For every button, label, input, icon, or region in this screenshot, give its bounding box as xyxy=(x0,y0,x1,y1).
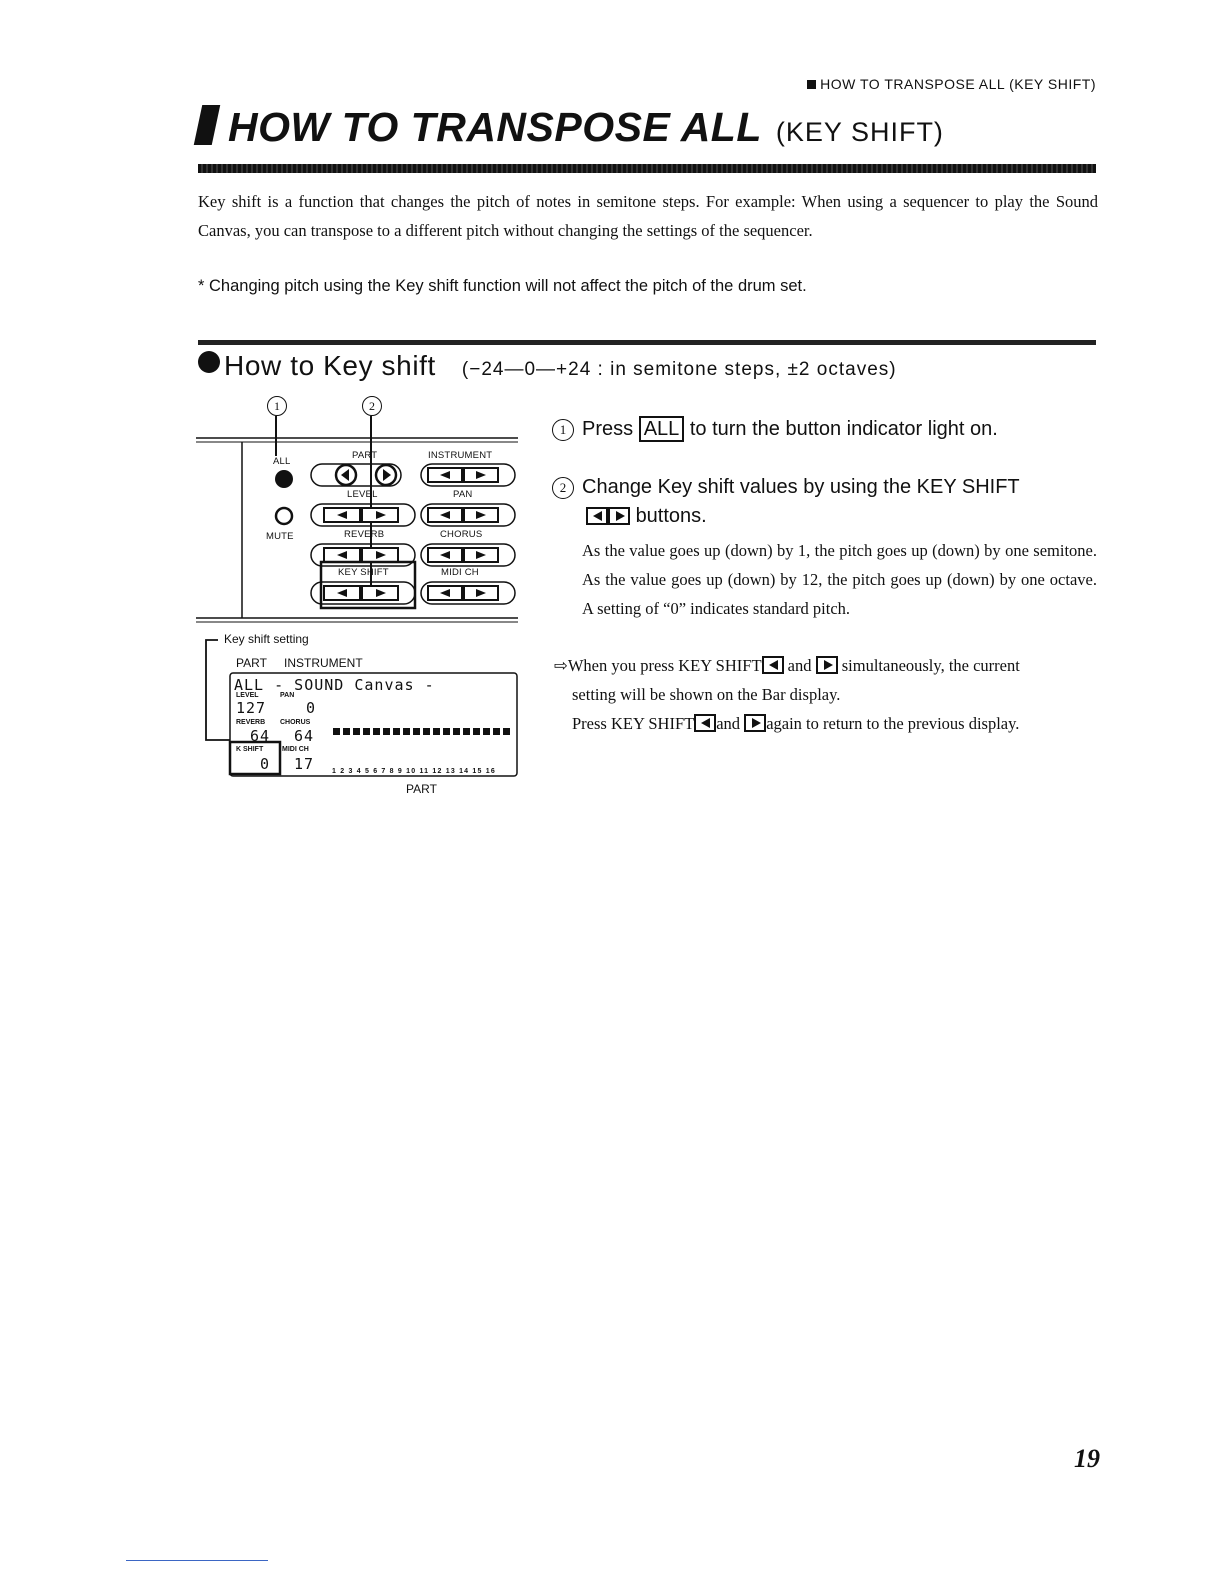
part-button-row xyxy=(311,464,515,486)
display-part-label: PART xyxy=(236,656,267,670)
panel-label-midi-ch: MIDI CH xyxy=(441,567,479,578)
tip-line-3: Press KEY SHIFT and again to return to the previous display. xyxy=(572,714,1020,733)
lcd-label-pan: PAN xyxy=(280,692,295,699)
title-main: HOW TO TRANSPOSE ALL xyxy=(228,104,762,150)
right-arrow-button-icon xyxy=(744,714,766,732)
right-arrow-button-icon xyxy=(816,656,838,674)
lcd-label-reverb: REVERB xyxy=(236,719,266,726)
running-head: HOW TO TRANSPOSE ALL (KEY SHIFT) xyxy=(790,76,1096,92)
intro-paragraph: Key shift is a function that changes the pitch of notes in semitone steps. For example: When using a sequencer to play the Sound Canvas, you can transpose to a different pitch without changing the settings of the sequencer. xyxy=(198,192,1098,240)
step-2-buttons-line: buttons. xyxy=(586,505,707,528)
step-1: 1 Press ALL to turn the button indicator light on. xyxy=(552,418,998,441)
level-pan-button-row xyxy=(311,504,515,526)
mute-indicator-icon xyxy=(276,508,292,524)
section-heading xyxy=(198,350,897,382)
title-rule xyxy=(198,164,1096,173)
all-indicator-icon xyxy=(275,470,293,488)
tip-line-2: setting will be shown on the Bar display. xyxy=(572,685,841,704)
panel-label-level: LEVEL xyxy=(347,489,378,500)
left-arrow-button-icon xyxy=(762,656,784,674)
footer-line xyxy=(126,1560,268,1561)
panel-label-chorus: CHORUS xyxy=(440,529,483,540)
panel-label-pan: PAN xyxy=(453,489,473,500)
lcd-line1: ALL - SOUND Canvas - xyxy=(234,676,435,694)
lcd-reverb-value: 64 xyxy=(250,727,271,745)
lcd-kshift-value: 0 xyxy=(260,755,271,773)
section-rule xyxy=(198,340,1096,345)
lcd-label-midich: MIDI CH xyxy=(282,746,309,753)
panel-diagram xyxy=(196,394,526,634)
square-bullet-icon xyxy=(807,80,816,89)
panel-label-reverb: REVERB xyxy=(344,529,385,540)
lcd-part-numbers: 1 2 3 4 5 6 7 8 9 10 11 12 13 14 15 16 xyxy=(332,768,496,775)
lcd-pan-value: 0 xyxy=(306,699,317,717)
section-title: How to Key shift xyxy=(224,350,436,381)
panel-label-all: ALL xyxy=(273,456,291,467)
tip-note xyxy=(554,651,1098,738)
tip-line-1: ⇨When you press KEY SHIFT and simultaneously, the current xyxy=(554,656,1020,675)
panel-label-instrument: INSTRUMENT xyxy=(428,450,493,461)
lcd-chorus-value: 64 xyxy=(294,727,315,745)
callout-1: 1 xyxy=(267,396,287,416)
callout-2: 2 xyxy=(362,396,382,416)
bar-display xyxy=(333,728,510,735)
lcd-midich-value: 17 xyxy=(294,755,315,773)
arrow-icon: ⇨ xyxy=(554,656,568,675)
left-arrow-button-icon xyxy=(586,507,608,525)
panel-label-part: PART xyxy=(352,450,378,461)
lcd-label-level: LEVEL xyxy=(236,692,259,699)
panel-label-mute: MUTE xyxy=(266,531,294,542)
page-title xyxy=(198,104,944,151)
display-instrument-label: INSTRUMENT xyxy=(284,656,363,670)
step-2-detail: As the value goes up (down) by 1, the pitch goes up (down) by one semitone. As the value goes up (down) by 12, the pitch goes up (down) by one octave. A setting of “0” indicates standard pitch. xyxy=(582,541,1097,618)
step-1-number: 1 xyxy=(552,419,574,441)
panel-label-key-shift: KEY SHIFT xyxy=(338,567,389,578)
lcd-level-value: 127 xyxy=(236,699,267,717)
step-2-number: 2 xyxy=(552,477,574,499)
lcd-label-chorus: CHORUS xyxy=(280,719,311,726)
title-sub: (KEY SHIFT) xyxy=(775,117,944,147)
drum-note: * Changing pitch using the Key shift function will not affect the pitch of the drum set. xyxy=(198,277,807,295)
title-bar-icon xyxy=(194,105,221,145)
all-key: ALL xyxy=(639,416,685,442)
left-arrow-button-icon xyxy=(694,714,716,732)
display-bottom-part-label: PART xyxy=(406,782,437,796)
section-range: (−24—0—+24 : in semitone steps, ±2 octaves) xyxy=(461,359,897,380)
step-2: 2 Change Key shift values by using the KEY SHIFT xyxy=(552,476,1020,499)
right-arrow-button-icon xyxy=(608,507,630,525)
display-caption: Key shift setting xyxy=(224,632,309,646)
lcd-label-kshift: K SHIFT xyxy=(236,746,264,753)
page-number: 19 xyxy=(1074,1444,1100,1473)
bullet-dot-icon xyxy=(198,351,220,373)
